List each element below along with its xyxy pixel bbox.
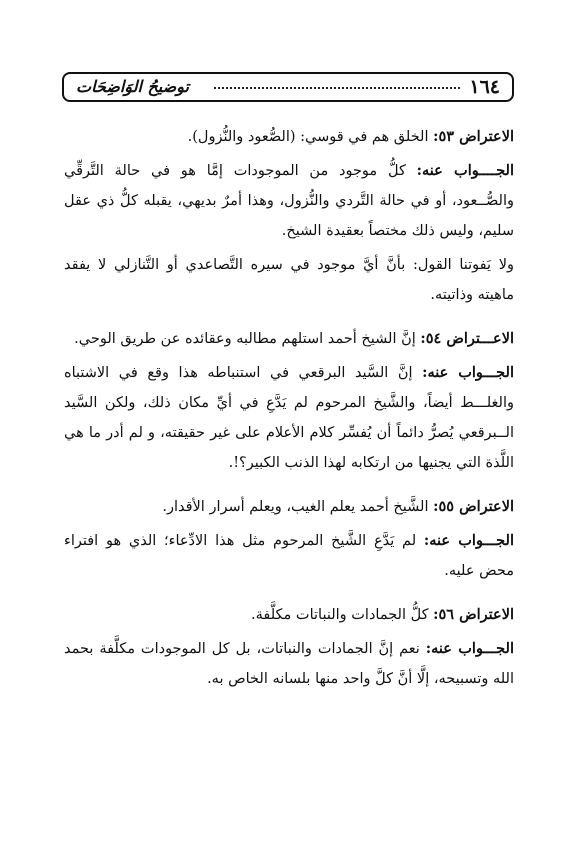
paragraph-text: الخلق هم في قوسي: (الصُّعود والنُّزول).: [187, 129, 434, 145]
note-paragraph: [64, 250, 514, 310]
header-dotted-leader: [214, 87, 460, 89]
paragraph-text: الشَّيخ أحمد يعلم الغيب، ويعلم أسرار الأقدار.: [162, 499, 434, 515]
answer-54: [64, 358, 514, 478]
page-number: ١٦٤: [469, 76, 500, 98]
paragraph-label: الجـــواب عنه:: [423, 532, 514, 549]
paragraph-text: كلُّ موجود من الموجودات إمَّا هو في حالة التَّرقِّي والصُّــعود، أو في حالة التَّردي والنُّزول، وهذا أمرٌ بديهي، يقبله كلُّ ذي عقل سليم، وليس ذلك مختصاً بعقيدة الشيخ.: [64, 163, 514, 239]
paragraph-text: لم يَدَّعِ الشَّيخ المرحوم مثل هذا الادِّعاء؛ الذي هو افتراء محض عليه.: [64, 533, 514, 579]
paragraph-text: كلُّ الجمادات والنباتات مكلَّفة.: [251, 607, 434, 623]
paragraph-label: الاعـــتراض ٥٤:: [420, 330, 514, 347]
objection-56: [64, 600, 514, 630]
paragraph-text: إنَّ الشيخ أحمد استلهم مطالبه وعقائده عن طريق الوحي.: [74, 331, 421, 347]
paragraph-label: الاعتراض ٥٣:: [433, 128, 514, 145]
paragraph-text: نعم إنَّ الجمادات والنباتات، بل كل الموجودات مكلَّفة بحمد الله وتسبيحه، إلَّا أنَّ كلَّ واحد منها بلسانه الخاص به.: [64, 641, 514, 687]
paragraph-label: الاعتراض ٥٦:: [433, 606, 514, 623]
paragraph-text: ولا يَفوتنا القول: بأنَّ أيَّ موجود في سيره التَّصاعدي أو التَّنازلي لا يفقد ماهيته وذاتيته.: [64, 257, 514, 303]
answer-55: [64, 526, 514, 586]
paragraph-text: إنَّ السَّيد البرقعي في استنباطه هذا وقع في الاشتباه والغلـــط أيضاً، والشَّيخ المرحوم لم يَدَّعِ في أيِّ مكان ذلك، ولكن السَّيد الــبرقعي يُصرُّ دائماً أن يُفسِّر كلام الأعلام على غير حقيقته، و لم أدر ما هي اللَّذة التي يجنيها من ارتكابه لهذا الذنب الكبير؟!.: [64, 365, 514, 471]
paragraph-label: الجـــواب عنه:: [422, 364, 514, 381]
page-body: [64, 122, 514, 694]
page-header: [62, 72, 514, 102]
objection-54: [64, 324, 514, 354]
objection-55: [64, 492, 514, 522]
answer-53: [64, 156, 514, 246]
paragraph-label: الجــــواب عنه:: [416, 162, 515, 179]
paragraph-label: الاعتراض ٥٥:: [433, 498, 514, 515]
answer-56: [64, 634, 514, 694]
objection-53: [64, 122, 514, 152]
running-title: توضيحُ الوَاضِحَات: [76, 77, 189, 96]
paragraph-label: الجـــواب عنه:: [425, 640, 514, 657]
